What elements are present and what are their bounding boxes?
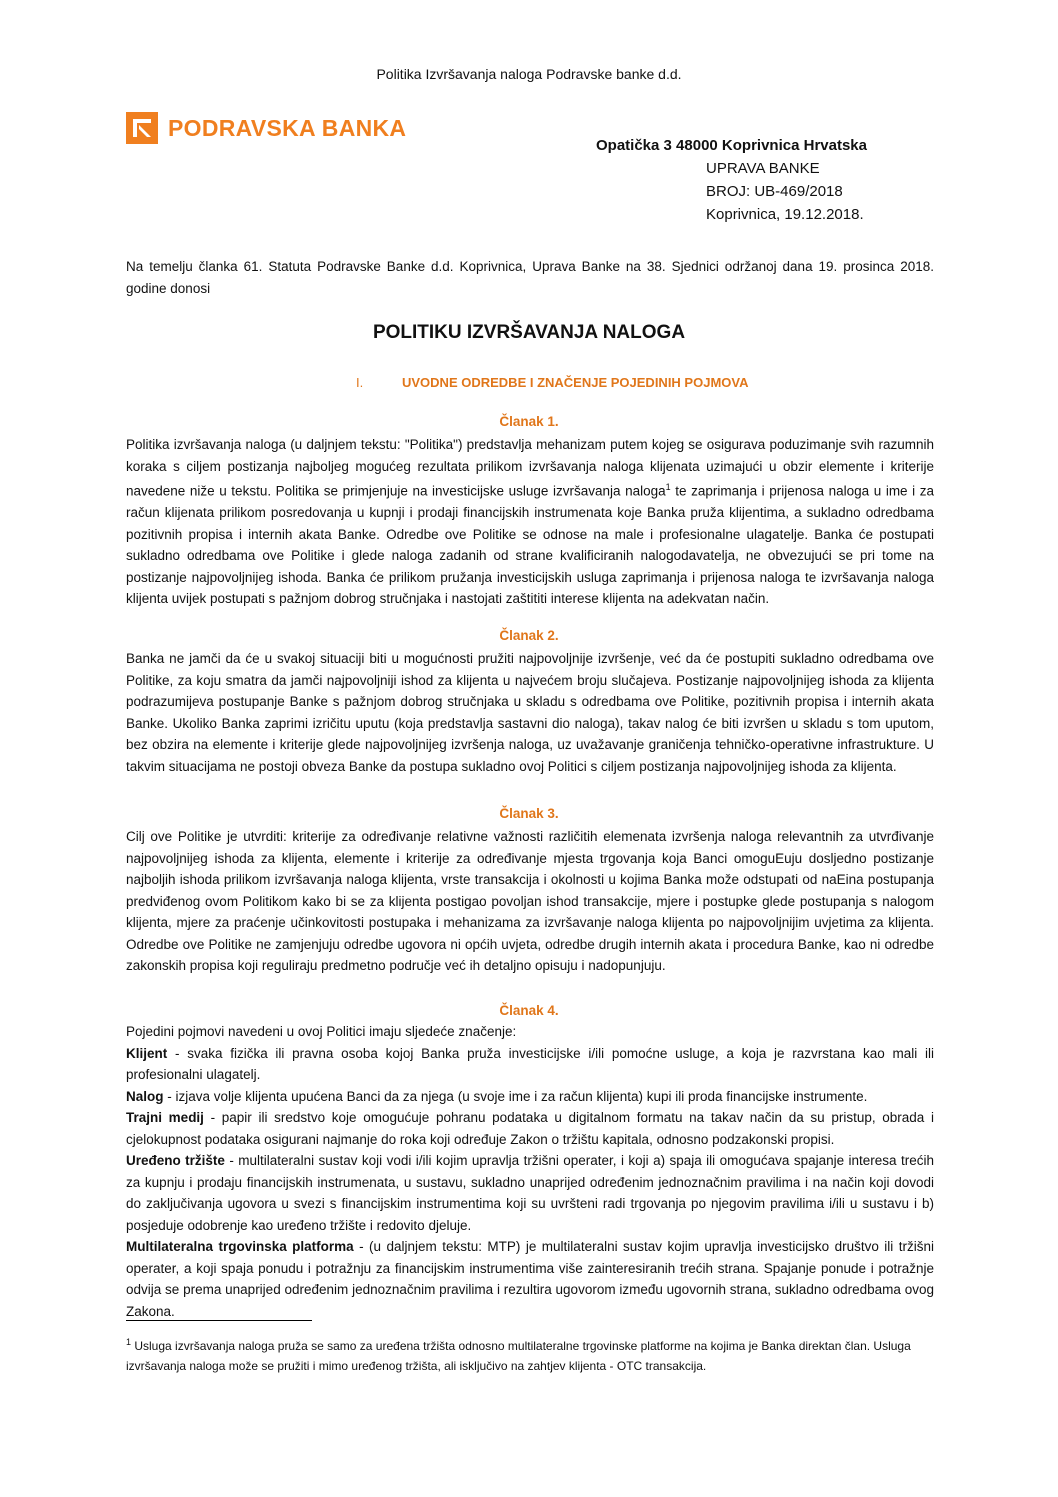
header-line-board: UPRAVA BANKE — [706, 160, 820, 177]
logo-mark-icon — [126, 112, 158, 144]
intro-paragraph: Na temelju članka 61. Statuta Podravske Banke d.d. Koprivnica, Uprava Banke na 38. Sjednici održanoj dana 19. prosinca 2018. godine donosi — [126, 259, 934, 296]
footnote-ref[interactable]: 1 — [665, 482, 671, 492]
article-1-text: Politika izvršavanja naloga (u daljnjem tekstu: "Politika") predstavlja mehanizam putem kojeg se osigurava poduzimanje svih razumnih koraka s ciljem postizanja najboljeg mogućeg rezultata prilikom izvršavanja naloga klijenata uzimajući u obzir elemente i kriterije navedene niže u tekstu. Politika se primjenjuje na investicijske usluge izvršavanja naloga$^1$ te zaprimanja i prijenosa naloga u ime i za račun klijenata prilikom posredovanja u kupnji i prodaji financijskih instrumenata koje Banka pruža klijentima, a sukladno odredbama pozitivnih propisa i internih akata Banke. Odredbe ove Politike se odnose na male i profesionalne ulagatelje. Banka će postupati sukladno odredbama ove Politike i glede naloga zadanih od strane kvalificiranih nalogodavatelja, ne obvezujući se pri tome na postizanje najpovoljnijeg ishoda. Banka će prilikom pružanja investicijskih usluga zaprimanja i prijenosa naloga te izvršavanja naloga klijenta uvijek postupati s pažnjom dobrog stručnjaka i nastojati zaštititi interese klijenta na adekvatan način. — [126, 437, 934, 606]
article-1-heading: Članak 1. — [499, 414, 559, 429]
article-4-heading: Članak 4. — [499, 1003, 559, 1018]
header-line-date: Koprivnica, 19.12.2018. — [706, 206, 864, 223]
section-title: UVODNE ODREDBE I ZNAČENJE POJEDINIH POJMOVA — [402, 375, 749, 390]
article-3-heading: Članak 3. — [499, 806, 559, 821]
document-title: POLITIKU IZVRŠAVANJA NALOGA — [372, 322, 686, 343]
header-line-number: BROJ: UB-469/2018 — [706, 183, 843, 200]
definition-trajni-medij: Trajni medij - papir ili sredstvo koje omogućuje pohranu podataka u digitalnom formatu na takav način da su pristup, obrada i cjelokupnost podataka osigurani najmanje do roka koji određuje Zakon o tržištu kapitala, odnosno podzakonski propisi. — [126, 1110, 934, 1147]
article-2-heading: Članak 2. — [499, 628, 559, 643]
definition-nalog: Nalog - izjava volje klijenta upućena Banci da za njega (u svoje ime i za račun klijenta) kupi ili proda financijske instrumente. — [126, 1088, 868, 1104]
bank-logo — [126, 112, 406, 144]
definition-uredeno-trziste: Uređeno tržište - multilateralni sustav koji vodi i/ili kojim upravlja tržišni operater, i koji a) spaja ili omogućava spajanje interesa trećih za kupnju i prodaju financijskih instrumenata, u sustavu, sukladno unaprijed određenim jednoznačnim pravilima i na način koji dovodi do zaključivanja ugovora u svezi s financijskim instrumentima koji su uvršteni radi trgovanja po njegovim pravilima i/ili u sustavu i b) posjeduje odobrenje kao uređeno tržište i redovito djeluje. — [126, 1153, 934, 1233]
definition-mtp: Multilateralna trgovinska platforma - (u daljnjem tekstu: MTP) je multilateralni sustav kojim upravlja investicijsko društvo ili tržišni operater, a koji spaja ponudu i potražnju za financijskim instrumentima više zainteresiranih trećih strana. Spajanje ponude i potražnje odvija se prema unaprijed određenim jednoznačnim pravilima i rezultira ugovorom između ugovornih strana, sukladno odredbama ovog Zakona. — [126, 1239, 934, 1319]
article-3-text: Cilj ove Politike je utvrditi: kriterije za određivanje relativne važnosti različitih elemenata izvršenja naloga relevantnih za utvrđivanje najpovoljnijeg ishoda za klijenta, elemente i kriterije za određivanje mjesta trgovanja koja Banci omoguEuju dosljedno postizanje najboljih ishoda prilikom izvršavanja naloga klijenta, vrste transakcija i okolnosti u kojima Banka može odstupati od naEina postupanja predviđenog ovom Politikom kako bi se za klijenta postigao povoljan ishod transakcije, mjere i postupke glede postupanja s nalogom klijenta, mjere za praćenje učinkovitosti postupaka i mehanizama za izvršavanje naloga klijenta po najpovoljnijim uvjetima za klijenta. Odredbe ove Politike ne zamjenjuju odredbe ugovora ni općih uvjeta, odredbe drugih internih akata i procedura Banke, kao ni odredbe zakonskih propisa koji reguliraju predmetno područje već ih detaljno opisuju i nadopunjuju. — [126, 829, 934, 973]
article-4-definitions — [126, 1021, 934, 1322]
running-header: Politika Izvršavanja naloga Podravske banke d.d. — [376, 66, 682, 82]
article-4-lead: Pojedini pojmovi navedeni u ovoj Politici imaju sljedeće značenje: — [126, 1024, 517, 1039]
footnote-separator — [126, 1320, 312, 1321]
footnote: $^1$ Usluga izvršavanja naloga pruža se samo za uređena tržišta odnosno multilateralne trgovinske platforme na kojima je Banka direktan član. Usluga izvršavanja naloga može se pružiti i mimo uređenog tržišta, ali isključivo na zahtjev klijenta - OTC transakcija. — [126, 1337, 911, 1373]
article-2-text: Banka ne jamči da će u svakoj situaciji biti u mogućnosti pružiti najpovoljnije izvršenje, već da će postupiti sukladno odredbama ove Politike, za koju smatra da jamči najpovoljniji ishod za klijenta u najvećem broju slučajeva. Postizanje najpovoljnijeg ishoda za klijenta podrazumijeva postupanje Banke s pažnjom dobrog stručnjaka u skladu s odredbama ove Politike, pozitivnih propisa i internih akata Banke. Ukoliko Banka zaprimi izričitu uputu (koja predstavlja sastavni dio naloga), takav nalog će biti izvršen u skladu s tom uputom, bez obzira na elemente i kriterije glede najpovoljnijeg izvršenja naloga, uz uvažavanje graničenja tehničko-operativne infrastrukture. U takvim situacijama ne postoji obveza Banke da postupa sukladno ovoj Politici s ciljem postizanja najpovoljnijeg ishoda za klijenta. — [126, 651, 934, 774]
address: Opatička 3 48000 Koprivnica Hrvatska — [596, 137, 867, 154]
logo-text: PODRAVSKA BANKA — [168, 114, 407, 141]
definition-klijent: Klijent - svaka fizička ili pravna osoba kojoj Banka pruža investicijske i/ili pomoćne usluge, a koja je razvrstana kao mali ili profesionalni ulagatelj. — [126, 1045, 934, 1082]
section-number: I. — [356, 375, 364, 390]
